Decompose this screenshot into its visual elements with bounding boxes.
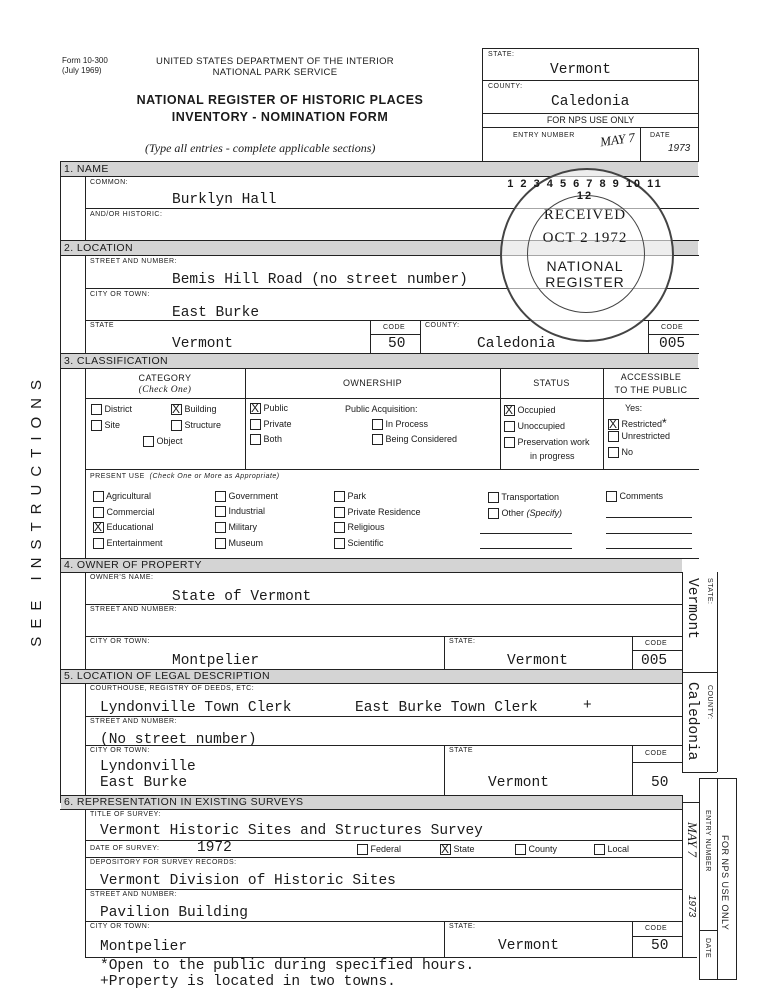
survey-local[interactable]: Local [594, 844, 629, 855]
checkbox-checked[interactable]: X [441, 842, 450, 857]
access-unrestricted[interactable]: Unrestricted [608, 431, 670, 442]
access-yes-label: Yes: [625, 403, 643, 413]
use-government[interactable]: Government [215, 491, 278, 502]
survey-city-label: CITY OR TOWN: [90, 923, 150, 930]
public-acquisition-label: Public Acquisition: [345, 404, 418, 414]
access-restricted[interactable]: X Restricted* [609, 416, 667, 432]
category-structure[interactable]: Structure [171, 420, 221, 431]
city-value: East Burke [172, 305, 260, 321]
legal-street-label: STREET AND NUMBER: [90, 718, 178, 725]
legal-city-label: CITY OR TOWN: [90, 747, 150, 754]
checkbox[interactable] [215, 522, 226, 533]
checkbox[interactable] [93, 507, 104, 518]
owner-city-value: Montpelier [172, 653, 260, 669]
legal-state-value: Vermont [488, 775, 549, 791]
survey-federal[interactable]: Federal [357, 844, 401, 855]
section-1-title: 1. NAME [64, 163, 109, 175]
survey-state-label: STATE: [449, 923, 476, 930]
survey-date-value: 1972 [197, 840, 232, 856]
courthouse-label: COURTHOUSE, REGISTRY OF DEEDS, ETC: [90, 685, 255, 692]
code-label: CODE [383, 324, 406, 331]
use-private-residence[interactable]: Private Residence [334, 507, 421, 518]
form-title-line1: NATIONAL REGISTER OF HISTORIC PLACES [136, 93, 424, 107]
depository-label: DEPOSITORY FOR SURVEY RECORDS: [90, 859, 237, 866]
survey-state-value: Vermont [498, 938, 559, 954]
use-comments[interactable]: Comments [606, 491, 663, 502]
stamp-date: OCT 2 1972 [542, 230, 628, 246]
checkbox[interactable] [215, 491, 226, 502]
section-5-title: 5. LOCATION OF LEGAL DESCRIPTION [64, 670, 270, 682]
checkbox[interactable] [93, 491, 104, 502]
county-code-value: 005 [659, 336, 686, 352]
ownership-both[interactable]: Both [250, 434, 282, 445]
checkbox[interactable] [250, 434, 261, 445]
street-label: STREET AND NUMBER: [90, 258, 178, 265]
checkbox-checked[interactable]: X [505, 403, 514, 418]
checkbox[interactable] [488, 508, 499, 519]
side-county-value: Caledonia [684, 682, 700, 761]
form-title-line2: INVENTORY - NOMINATION FORM [171, 110, 389, 124]
common-name-value: Burklyn Hall [172, 192, 277, 208]
survey-date-label: DATE OF SURVEY: [90, 845, 160, 852]
checkbox-checked[interactable]: X [609, 417, 618, 432]
ownership-head: OWNERSHIP [342, 378, 403, 388]
county-label-2: COUNTY: [425, 322, 460, 329]
checkbox[interactable] [143, 436, 154, 447]
use-industrial[interactable]: Industrial [215, 506, 265, 517]
checkbox[interactable] [515, 844, 526, 855]
entry-number-label: ENTRY NUMBER [513, 132, 575, 139]
checkbox[interactable] [606, 491, 617, 502]
checkbox-checked[interactable]: X [172, 402, 181, 417]
stamp-ring-numbers [500, 168, 670, 338]
use-scientific[interactable]: Scientific [334, 538, 384, 549]
section-4-title: 4. OWNER OF PROPERTY [64, 559, 202, 571]
side-date-value: 1973 [686, 895, 697, 918]
side-county-label: COUNTY: [706, 685, 713, 720]
street-value: Bemis Hill Road (no street number) [172, 272, 468, 288]
legal-state-label: STATE [449, 747, 474, 754]
use-transportation[interactable]: Transportation [488, 492, 559, 503]
courthouse-value-2: East Burke Town Clerk [355, 700, 538, 716]
access-no[interactable]: No [608, 447, 633, 458]
checkbox[interactable] [334, 538, 345, 549]
courthouse-value-1: Lyndonville Town Clerk [100, 700, 292, 716]
agency-line2: NATIONAL PARK SERVICE [212, 67, 338, 78]
checkbox-checked[interactable]: X [251, 401, 260, 416]
state-label-2: STATE [90, 322, 115, 329]
checkbox[interactable] [608, 447, 619, 458]
legal-city-value-2: East Burke [100, 775, 188, 791]
checkbox[interactable] [91, 404, 102, 415]
present-use-label: PRESENT USE (Check One or More as Appropriate) [90, 473, 280, 480]
legal-city-value-1: Lyndonville [100, 759, 196, 775]
date-value: 1973 [668, 143, 691, 154]
use-commercial[interactable]: Commercial [93, 507, 155, 518]
historic-label: AND/OR HISTORIC: [90, 211, 163, 218]
see-instructions: SEE INSTRUCTIONS [28, 372, 45, 647]
nps-use-only: FOR NPS USE ONLY [546, 115, 635, 125]
status-unoccupied[interactable]: Unoccupied [504, 421, 565, 432]
checkbox-checked[interactable]: X [94, 520, 103, 535]
city-label: CITY OR TOWN: [90, 291, 150, 298]
checkbox[interactable] [488, 492, 499, 503]
county-label: COUNTY: [488, 83, 523, 90]
date-label: DATE [650, 132, 671, 139]
side-nps-label: FOR NPS USE ONLY [720, 835, 730, 931]
use-entertainment[interactable]: Entertainment [93, 538, 163, 549]
checkbox[interactable] [93, 538, 104, 549]
checkbox[interactable] [357, 844, 368, 855]
use-museum[interactable]: Museum [215, 538, 263, 549]
depository-value: Vermont Division of Historic Sites [100, 873, 396, 889]
owner-code-value: 005 [641, 653, 668, 669]
survey-city-value: Montpelier [100, 939, 188, 955]
survey-street-value: Pavilion Building [100, 905, 248, 921]
legal-code-label: CODE [645, 750, 668, 757]
side-state-value: Vermont [684, 578, 700, 639]
use-agricultural[interactable]: Agricultural [93, 491, 151, 502]
footnote-asterisk: *Open to the public during specified hours. [100, 958, 475, 974]
agency-line1: UNITED STATES DEPARTMENT OF THE INTERIOR [156, 56, 394, 67]
use-religious[interactable]: Religious [334, 522, 385, 533]
use-park[interactable]: Park [334, 491, 366, 502]
checkbox[interactable] [250, 419, 261, 430]
acquisition-being-considered[interactable]: Being Considered [372, 434, 457, 445]
county-code-label: CODE [661, 324, 684, 331]
checkbox[interactable] [504, 437, 515, 448]
category-district[interactable]: District [91, 404, 132, 415]
survey-title-label: TITLE OF SURVEY: [90, 811, 161, 818]
checkbox[interactable] [334, 522, 345, 533]
state-value-2: Vermont [172, 336, 233, 352]
survey-code-label: CODE [645, 925, 668, 932]
stamp-received: RECEIVED [543, 207, 627, 223]
category-sub: (Check One) [138, 385, 192, 395]
legal-street-value: (No street number) [100, 732, 257, 748]
side-entry-label: ENTRY NUMBER [704, 810, 711, 872]
survey-street-label: STREET AND NUMBER: [90, 891, 178, 898]
checkbox[interactable] [91, 420, 102, 431]
section-2-title: 2. LOCATION [64, 242, 133, 254]
access-head-2: TO THE PUBLIC [614, 385, 688, 395]
state-value: Vermont [550, 62, 611, 78]
owner-state-label: STATE: [449, 638, 476, 645]
acquisition-in-process[interactable]: In Process [372, 419, 428, 430]
survey-title-value: Vermont Historic Sites and Structures Survey [100, 823, 483, 839]
checkbox[interactable] [372, 434, 383, 445]
state-label: STATE: [488, 51, 515, 58]
county-value: Caledonia [551, 94, 630, 110]
checkbox[interactable] [334, 507, 345, 518]
owner-code-label: CODE [645, 640, 668, 647]
category-head: CATEGORY [138, 373, 192, 383]
owner-street-label: STREET AND NUMBER: [90, 606, 178, 613]
common-label: COMMON: [90, 179, 129, 186]
courthouse-plus: + [583, 698, 592, 714]
survey-code-value: 50 [651, 938, 669, 954]
checkbox[interactable] [171, 420, 182, 431]
checkbox[interactable] [608, 431, 619, 442]
form-date: (July 1969) [62, 66, 102, 75]
category-site[interactable]: Site [91, 420, 120, 431]
category-object[interactable]: Object [143, 436, 183, 447]
code-value: 50 [388, 336, 406, 352]
use-other[interactable]: Other (Specify) [488, 508, 562, 519]
owner-city-label: CITY OR TOWN: [90, 638, 150, 645]
section-6-title: 6. REPRESENTATION IN EXISTING SURVEYS [64, 796, 304, 808]
form-number: Form 10-300 [62, 56, 108, 65]
checkbox[interactable] [334, 491, 345, 502]
owner-state-value: Vermont [507, 653, 568, 669]
status-occupied[interactable]: X Occupied [505, 403, 556, 418]
checkbox[interactable] [215, 538, 226, 549]
use-educational[interactable]: X Educational [94, 520, 154, 535]
footnote-plus: +Property is located in two towns. [100, 974, 396, 990]
owner-label: OWNER'S NAME: [90, 574, 154, 581]
use-military[interactable]: Military [215, 522, 257, 533]
survey-county[interactable]: County [515, 844, 557, 855]
status-head: STATUS [533, 378, 570, 388]
side-state-label: STATE: [706, 578, 713, 605]
checkbox[interactable] [594, 844, 605, 855]
side-date-label: DATE [704, 938, 711, 959]
owner-value: State of Vermont [172, 589, 312, 605]
access-head-1: ACCESSIBLE [620, 372, 682, 382]
stamp-national: NATIONAL [546, 258, 624, 274]
ownership-private[interactable]: Private [250, 419, 292, 430]
status-preservation-line2: in progress [530, 451, 575, 461]
survey-state[interactable]: X State [441, 842, 475, 857]
stamp-register: REGISTER [545, 274, 625, 290]
legal-code-value: 50 [651, 775, 669, 791]
instructions-note: (Type all entries - complete applicable sections) [145, 141, 376, 155]
side-entry-value: MAY 7 [685, 822, 700, 858]
section-3-title: 3. CLASSIFICATION [64, 355, 169, 367]
checkbox[interactable] [504, 421, 515, 432]
county-value-2: Caledonia [477, 336, 556, 352]
checkbox[interactable] [215, 506, 226, 517]
category-building[interactable]: X Building [172, 402, 217, 417]
status-preservation[interactable]: Preservation work [504, 437, 590, 448]
ownership-public[interactable]: X Public [251, 401, 289, 416]
checkbox[interactable] [372, 419, 383, 430]
entry-number-value: MAY 7 [599, 129, 636, 150]
stamp-ring-text: 1 2 3 4 5 6 7 8 9 10 11 12 [507, 178, 663, 202]
